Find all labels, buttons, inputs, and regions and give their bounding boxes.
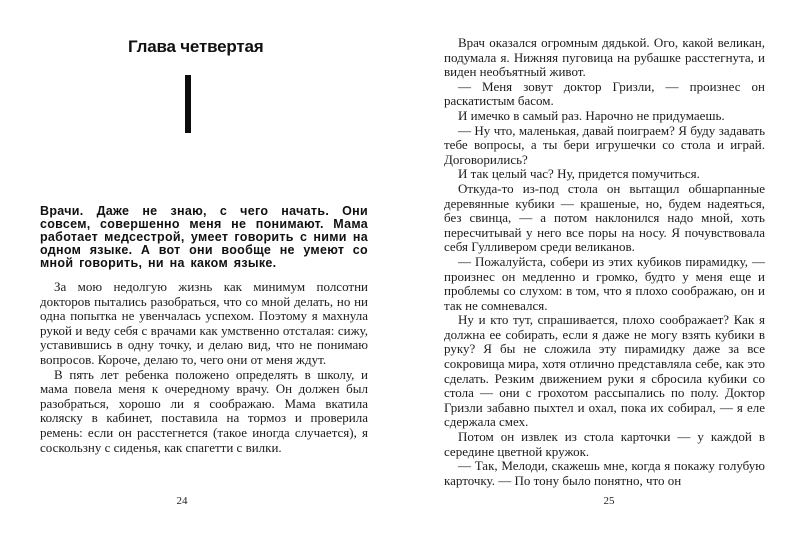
chapter-heading: Глава четвертая (128, 37, 264, 56)
paragraph: — Так, Мелоди, скажешь мне, когда я покажу голубую карточку. — По тону было понятно, что он (444, 458, 765, 488)
paragraph: Потом он извлек из стола карточки — у каждой в середине цветной кружок. (444, 429, 765, 459)
page-number-left: 24 (176, 495, 188, 507)
left-page-body (40, 280, 368, 455)
left-page (40, 36, 368, 516)
paragraph: И имечко в самый раз. Нарочно не придумаешь. (458, 107, 725, 123)
paragraph: В пять лет ребенка положено определять в школу, и мама повела меня к очередному врачу. Он должен был разобраться, хорошо ли я соображаю. Мама вкатила коляску в кабинет, поставила на тормоз и проверила ремень: если он расстегнется (такое иногда случается), я соскользну с сиденья, как спагетти с вилки. (40, 366, 368, 455)
right-page (444, 36, 765, 516)
paragraph: — Пожалуйста, собери из этих кубиков пирамидку, — произнес он медленно и громко, будто у меня еще и проблемы со слухом: в том, что я плохо соображаю, он и так не сомневался. (444, 253, 765, 313)
page-number-right: 25 (603, 495, 615, 507)
paragraph: — Ну что, маленькая, давай поиграем? Я буду задавать тебе вопросы, а ты бери игрушечки со стола и играй. Договорились? (444, 122, 765, 167)
chapter-number-bar (185, 75, 191, 133)
paragraph: За мою недолгую жизнь как минимум полсотни докторов пытались разобраться, что со мной делать, но ни одна попытка не увенчалась успехом. Поэтому я махнула рукой и веду себя с врачами как умственно отсталая: сижу, уставившись в одну точку, и делаю вид, что не понимаю вопросов. Короче, делаю то, чего они от меня ждут. (40, 279, 368, 367)
paragraph: Откуда-то из-под стола он вытащил обшарпанные деревянные кубики — крашеные, но, будем надеяться, без свинца, — а потом наклонился надо мной, хоть пересчитывай у него все поры на носу. Я почувствовала себя Гулливером среди великанов. (444, 180, 765, 255)
paragraph: — Меня зовут доктор Гризли, — произнес он раскатистым басом. (444, 78, 765, 109)
paragraph: Ну и кто тут, спрашивается, плохо соображает? Как я должна ее собирать, если я даже не могу взять кубики в руку? Я бы не сложила эту пирамидку даже за все сокровища мира, хотя отлично представляла себе, как это сделать. Резким движением руки я сбросила кубики со стола — они с грохотом рассыпались по полу. Доктор Гризли забавно пыхтел и охал, пока их собирал, — я еле сдержала смех. (444, 312, 765, 430)
right-page-body (444, 36, 765, 488)
paragraph: Врач оказался огромным дядькой. Ого, какой великан, подумала я. Нижняя пуговица на рубашке расстегнута, и виден необъятный живот. (444, 35, 765, 80)
paragraph: И так целый час? Ну, придется помучиться. (458, 166, 700, 182)
lead-paragraph: Врачи. Даже не знаю, с чего начать. Они совсем, совершенно меня не понимают. Мама работает медсестрой, умеет говорить с ними на одном языке. А вот они вообще не умеют со мной говорить, ни на каком языке. (40, 204, 368, 270)
